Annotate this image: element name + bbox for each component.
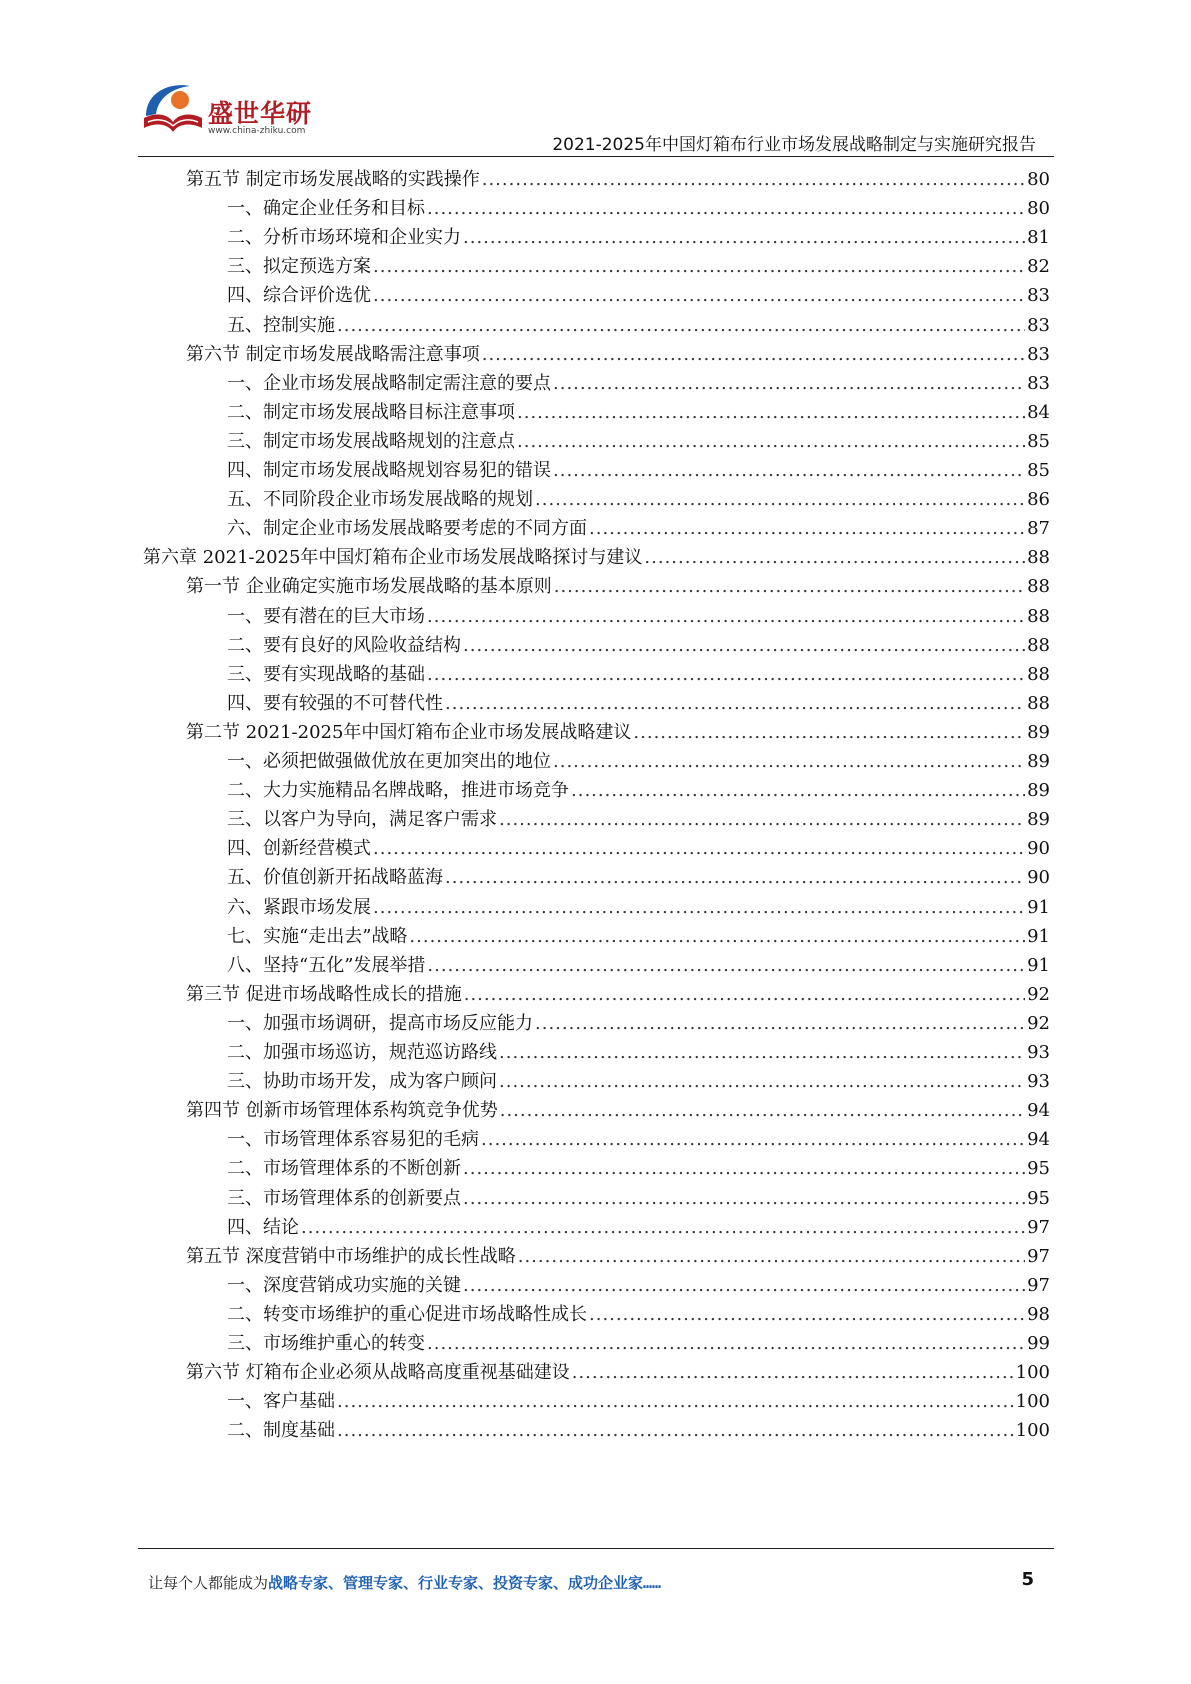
toc-entry-title: 四、创新经营模式 [227, 838, 371, 860]
toc-subsection-entry[interactable] [227, 423, 1050, 454]
toc-entry-title: 二、大力实施精品名牌战略，推进市场竞争 [227, 780, 569, 802]
toc-dot-leader [554, 575, 1025, 599]
toc-subsection-entry[interactable] [227, 1005, 1050, 1036]
toc-entry-title: 四、结论 [227, 1216, 299, 1238]
toc-entry-page: 92 [1027, 1012, 1050, 1034]
toc-entry-page: 87 [1027, 518, 1050, 540]
toc-entry-page: 83 [1027, 314, 1050, 336]
toc-entry-page: 97 [1027, 1274, 1050, 1296]
toc-subsection-entry[interactable] [227, 452, 1050, 483]
toc-dot-leader [409, 925, 1025, 949]
toc-entry-page: 88 [1027, 547, 1050, 569]
toc-entry-title: 三、市场维护重心的转变 [227, 1333, 425, 1354]
toc-entry-title: 第一节 企业确定实施市场发展战略的基本原则 [186, 576, 552, 598]
toc-entry-page: 88 [1027, 576, 1050, 598]
toc-dot-leader [482, 343, 1025, 367]
toc-dot-leader [373, 255, 1025, 279]
toc-section-entry[interactable] [186, 1092, 1050, 1123]
footer-slogan [148, 1572, 661, 1593]
toc-entry-page: 93 [1027, 1071, 1050, 1093]
toc-dot-leader [427, 605, 1025, 629]
report-title: 2021-2025年中国灯箱布行业市场发展战略制定与实施研究报告 [552, 135, 1036, 155]
toc-entry-title: 第二节 2021-2025年中国灯箱布企业市场发展战略建议 [186, 721, 632, 743]
toc-entry-title: 一、确定企业任务和目标 [227, 198, 425, 220]
toc-entry-title: 二、制度基础 [227, 1420, 335, 1442]
toc-entry-page: 86 [1027, 489, 1050, 511]
toc-entry-title: 二、制定市场发展战略目标注意事项 [227, 401, 515, 423]
toc-section-entry[interactable] [186, 1354, 1050, 1385]
toc-subsection-entry[interactable] [227, 365, 1050, 396]
toc-chapter-entry[interactable] [143, 539, 1050, 570]
toc-subsection-entry[interactable] [227, 918, 1050, 949]
toc-entry-title: 四、要有较强的不可替代性 [227, 692, 443, 714]
toc-dot-leader [337, 314, 1025, 338]
toc-entry-title: 二、加强市场巡访，规范巡访路线 [227, 1042, 497, 1063]
toc-entry-title: 第六节 制定市场发展战略需注意事项 [186, 343, 480, 365]
toc-subsection-entry[interactable] [227, 830, 1050, 861]
page-number: 5 [1021, 1569, 1034, 1590]
toc-section-entry[interactable] [186, 714, 1050, 745]
toc-entry-page: 90 [1027, 867, 1050, 889]
toc-entry-title: 第三节 促进市场战略性成长的措施 [186, 983, 462, 1005]
company-logo [140, 78, 320, 148]
logo-book-icon [140, 78, 206, 140]
toc-dot-leader [464, 983, 1025, 1007]
toc-subsection-entry[interactable] [227, 772, 1050, 803]
toc-entry-page: 92 [1027, 983, 1050, 1005]
toc-subsection-entry[interactable] [227, 1150, 1050, 1181]
toc-dot-leader [427, 1332, 1025, 1356]
logo-url: www.china-zhiku.com [208, 126, 306, 136]
toc-entry-title: 第六章 2021-2025年中国灯箱布企业市场发展战略探讨与建议 [143, 547, 643, 569]
toc-dot-leader [535, 1012, 1025, 1036]
toc-subsection-entry[interactable] [227, 1034, 1050, 1065]
toc-subsection-entry[interactable] [227, 307, 1050, 338]
toc-entry-page: 85 [1027, 460, 1050, 481]
toc-subsection-entry[interactable] [227, 219, 1050, 250]
toc-dot-leader [589, 517, 1025, 541]
toc-subsection-entry[interactable] [227, 190, 1050, 221]
toc-subsection-entry[interactable] [227, 743, 1050, 774]
toc-entry-page: 83 [1027, 285, 1050, 307]
toc-entry-page: 89 [1027, 809, 1050, 831]
toc-entry-page: 83 [1027, 343, 1050, 365]
toc-entry-page: 80 [1027, 198, 1050, 220]
toc-entry-title: 五、不同阶段企业市场发展战略的规划 [227, 489, 533, 511]
toc-subsection-entry[interactable] [227, 248, 1050, 279]
footer-slogan-highlight: 战略专家、管理专家、行业专家、投资专家、成功企业家…… [268, 1574, 662, 1592]
toc-dot-leader [572, 1361, 1014, 1385]
toc-entry-title: 三、制定市场发展战略规划的注意点 [227, 430, 515, 452]
toc-entry-page: 95 [1027, 1187, 1050, 1209]
toc-entry-page: 91 [1027, 925, 1050, 947]
toc-entry-title: 二、要有良好的风险收益结构 [227, 634, 461, 656]
toc-entry-page: 80 [1027, 169, 1050, 190]
toc-dot-leader [633, 721, 1025, 745]
toc-entry-page: 98 [1027, 1303, 1050, 1325]
toc-dot-leader [427, 954, 1025, 978]
toc-subsection-entry[interactable] [227, 889, 1050, 920]
toc-entry-title: 八、坚持“五化”发展举措 [227, 954, 426, 976]
toc-dot-leader [301, 1216, 1025, 1240]
toc-dot-leader [518, 1245, 1025, 1269]
toc-entry-page: 88 [1027, 692, 1050, 714]
toc-dot-leader [499, 1070, 1025, 1094]
toc-dot-leader [427, 663, 1025, 687]
toc-dot-leader [517, 430, 1025, 454]
toc-entry-page: 82 [1027, 256, 1050, 278]
logo-name: 盛世华研 [208, 99, 313, 128]
toc-section-entry[interactable] [186, 976, 1050, 1007]
toc-section-entry[interactable] [186, 568, 1050, 599]
toc-dot-leader [463, 1187, 1025, 1211]
toc-dot-leader [500, 1099, 1025, 1123]
toc-entry-page: 88 [1027, 605, 1050, 627]
toc-entry-page: 89 [1027, 751, 1050, 772]
toc-dot-leader [463, 1157, 1025, 1181]
toc-subsection-entry[interactable] [227, 801, 1050, 832]
toc-entry-page: 89 [1027, 721, 1050, 743]
toc-dot-leader [463, 1274, 1025, 1298]
toc-subsection-entry[interactable] [227, 598, 1050, 629]
toc-entry-page: 97 [1027, 1216, 1050, 1238]
toc-subsection-entry[interactable] [227, 1296, 1050, 1327]
toc-subsection-entry[interactable] [227, 510, 1050, 541]
toc-entry-page: 81 [1027, 227, 1050, 249]
toc-entry-title: 三、要有实现战略的基础 [227, 663, 425, 685]
toc-subsection-entry[interactable] [227, 1063, 1050, 1094]
toc-subsection-entry[interactable] [227, 1121, 1050, 1152]
toc-subsection-entry[interactable] [227, 277, 1050, 308]
toc-entry-page: 100 [1015, 1362, 1050, 1384]
toc-dot-leader [373, 896, 1025, 920]
toc-subsection-entry[interactable] [227, 947, 1050, 978]
toc-dot-leader [589, 1303, 1025, 1327]
toc-entry-title: 二、分析市场环境和企业实力 [227, 227, 461, 249]
toc-section-entry[interactable] [186, 1238, 1050, 1269]
toc-dot-leader [535, 488, 1025, 512]
toc-entry-title: 三、市场管理体系的创新要点 [227, 1187, 461, 1209]
toc-entry-page: 95 [1027, 1158, 1050, 1180]
toc-entry-page: 99 [1027, 1333, 1050, 1354]
toc-entry-title: 一、加强市场调研，提高市场反应能力 [227, 1012, 533, 1034]
toc-entry-page: 85 [1027, 430, 1050, 452]
toc-entry-title: 第四节 创新市场管理体系构筑竞争优势 [186, 1100, 498, 1122]
toc-dot-leader [427, 197, 1025, 221]
toc-subsection-entry[interactable] [227, 1267, 1050, 1298]
toc-entry-title: 一、深度营销成功实施的关键 [227, 1274, 461, 1296]
toc-entry-page: 91 [1027, 954, 1050, 976]
toc-subsection-entry[interactable] [227, 656, 1050, 687]
toc-entry-title: 二、转变市场维护的重心促进市场战略性成长 [227, 1303, 587, 1325]
toc-entry-page: 100 [1015, 1391, 1050, 1413]
toc-subsection-entry[interactable] [227, 1325, 1050, 1356]
toc-entry-title: 一、必须把做强做优放在更加突出的地位 [227, 751, 551, 772]
toc-section-entry[interactable] [186, 336, 1050, 367]
toc-entry-title: 六、制定企业市场发展战略要考虑的不同方面 [227, 518, 587, 540]
toc-entry-title: 三、拟定预选方案 [227, 256, 371, 278]
header-divider [138, 156, 1054, 157]
toc-entry-page: 93 [1027, 1042, 1050, 1063]
toc-entry-page: 88 [1027, 663, 1050, 685]
toc-dot-leader [482, 168, 1025, 192]
toc-entry-title: 四、制定市场发展战略规划容易犯的错误 [227, 460, 551, 481]
toc-dot-leader [517, 401, 1025, 425]
toc-entry-page: 91 [1027, 896, 1050, 918]
toc-entry-page: 90 [1027, 838, 1050, 860]
toc-entry-page: 89 [1027, 780, 1050, 802]
toc-entry-page: 83 [1027, 372, 1050, 394]
toc-subsection-entry[interactable] [227, 1180, 1050, 1211]
toc-dot-leader [553, 372, 1025, 396]
toc-entry-title: 一、要有潜在的巨大市场 [227, 605, 425, 627]
toc-entry-title: 六、紧跟市场发展 [227, 896, 371, 918]
toc-dot-leader [463, 634, 1025, 658]
footer-slogan-prefix: 让每个人都能成为 [148, 1574, 269, 1592]
toc-dot-leader [373, 837, 1025, 861]
toc-dot-leader [445, 866, 1025, 890]
toc-dot-leader [553, 750, 1025, 774]
toc-section-entry[interactable] [186, 161, 1050, 192]
toc-entry-title: 四、综合评价选优 [227, 285, 371, 307]
toc-subsection-entry[interactable] [227, 1412, 1050, 1443]
toc-entry-title: 第五节 制定市场发展战略的实践操作 [186, 169, 480, 190]
toc-entry-title: 一、市场管理体系容易犯的毛病 [227, 1129, 479, 1151]
toc-entry-title: 三、以客户为导向，满足客户需求 [227, 809, 497, 831]
toc-subsection-entry[interactable] [227, 1383, 1050, 1414]
toc-entry-title: 第五节 深度营销中市场维护的成长性战略 [186, 1245, 516, 1267]
toc-dot-leader [499, 808, 1025, 832]
toc-dot-leader [553, 459, 1025, 483]
toc-entry-title: 七、实施“走出去”战略 [227, 925, 408, 947]
toc-entry-page: 84 [1027, 401, 1050, 423]
toc-subsection-entry[interactable] [227, 685, 1050, 716]
toc-subsection-entry[interactable] [227, 627, 1050, 658]
toc-entry-page: 94 [1027, 1100, 1050, 1122]
toc-entry-title: 五、控制实施 [227, 314, 335, 336]
footer-divider [138, 1548, 1054, 1549]
toc-dot-leader [445, 692, 1025, 716]
toc-entry-title: 一、客户基础 [227, 1391, 335, 1413]
toc-entry-page: 88 [1027, 634, 1050, 656]
toc-subsection-entry[interactable] [227, 1209, 1050, 1240]
toc-subsection-entry[interactable] [227, 859, 1050, 890]
toc-entry-title: 二、市场管理体系的不断创新 [227, 1158, 461, 1180]
toc-dot-leader [463, 226, 1025, 250]
toc-entry-page: 94 [1027, 1129, 1050, 1151]
toc-subsection-entry[interactable] [227, 394, 1050, 425]
toc-entry-page: 100 [1015, 1420, 1050, 1442]
toc-dot-leader [644, 546, 1025, 570]
toc-entry-page: 97 [1027, 1245, 1050, 1267]
toc-dot-leader [337, 1419, 1014, 1443]
toc-dot-leader [499, 1041, 1025, 1065]
toc-dot-leader [373, 284, 1025, 308]
toc-dot-leader [571, 779, 1025, 803]
toc-entry-title: 五、价值创新开拓战略蓝海 [227, 867, 443, 889]
toc-entry-title: 三、协助市场开发，成为客户顾问 [227, 1071, 497, 1093]
toc-entry-title: 第六节 灯箱布企业必须从战略高度重视基础建设 [186, 1362, 570, 1384]
toc-entry-title: 一、企业市场发展战略制定需注意的要点 [227, 372, 551, 394]
toc-subsection-entry[interactable] [227, 481, 1050, 512]
toc-dot-leader [337, 1390, 1014, 1414]
toc-dot-leader [481, 1128, 1025, 1152]
page-header [0, 0, 1191, 155]
